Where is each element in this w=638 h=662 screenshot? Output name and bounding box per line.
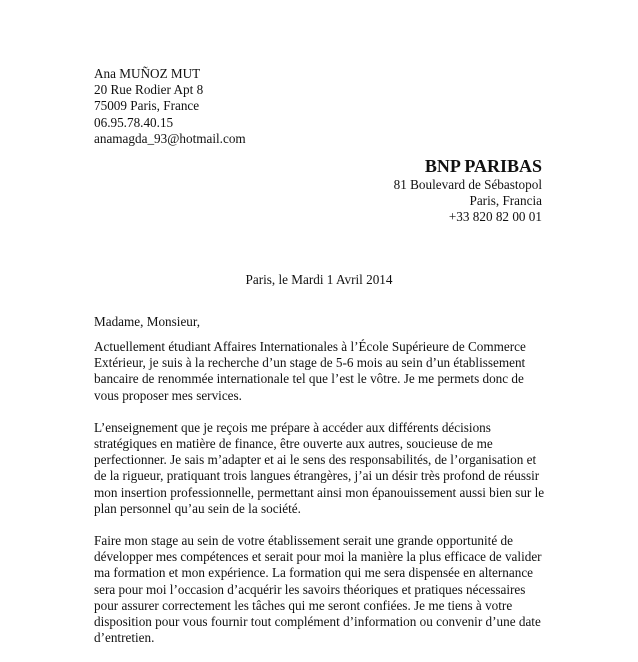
sender-phone: 06.95.78.40.15 xyxy=(94,114,174,130)
paragraph-line: pour assurer correctement les tâches qui me seront confiées. Je me tiens à votre xyxy=(94,597,513,613)
recipient-phone: +33 820 82 00 01 xyxy=(448,209,542,225)
paragraph-line: L’enseignement que je reçois me prépare à accéder aux différents décisions xyxy=(94,419,491,435)
date-line: Paris, le Mardi 1 Avril 2014 xyxy=(245,272,393,287)
letter-body xyxy=(94,339,544,662)
paragraph-line: disposition pour vous fournir tout complément d’information ou convenir d’une date xyxy=(94,614,541,630)
paragraph-line: plan personnel qu’au sein de la société. xyxy=(94,500,301,516)
paragraph-2 xyxy=(94,420,544,517)
paragraph-line: perfectionner. Je sais m’adapter et ai le sens des responsabilités, de l’organisation et xyxy=(94,452,537,468)
paragraph-line: sera pour moi l’occasion d’acquérir les savoirs théoriques et pratiques nécessaires xyxy=(94,581,526,597)
paragraph-line: Extérieur, je suis à la recherche d’un stage de 5-6 mois au sein d’un établissement xyxy=(94,355,526,371)
sender-city: 75009 Paris, France xyxy=(94,98,200,114)
sender-email: anamagda_93@hotmail.com xyxy=(94,130,246,146)
recipient-city: Paris, Francia xyxy=(469,193,542,209)
paragraph-line: vous proposer mes services. xyxy=(94,387,242,403)
paragraph-line: bancaire de renommée internationale tel que l’est le vôtre. Je me permets donc de xyxy=(94,371,524,387)
paragraph-3 xyxy=(94,533,544,646)
paragraph-1 xyxy=(94,339,544,404)
paragraph-line: développer mes compétences et serait pour moi la manière la plus efficace de valider xyxy=(94,549,542,565)
paragraph-line: d’entretien. xyxy=(94,630,155,646)
recipient-street: 81 Boulevard de Sébastopol xyxy=(393,177,542,192)
paragraph-line: ma formation et mon expérience. La formation qui me sera dispensée en alternance xyxy=(94,565,534,581)
sender-name: Ana MUÑOZ MUT xyxy=(94,66,201,81)
paragraph-line: stratégiques en matière de finance, être ouverte aux autres, soucieuse de me xyxy=(94,436,493,452)
recipient-company: BNP PARIBAS xyxy=(424,156,542,176)
paragraph-line: mon insertion professionnelle, permettant ainsi mon épanouissement aussi bien sur le xyxy=(94,484,545,500)
paragraph-line: de la rigueur, pratiquant trois langues étrangères, j’ai un désir très profond de réussir xyxy=(94,468,540,484)
paragraph-line: Faire mon stage au sein de votre établissement serait une grande opportunité de xyxy=(94,533,513,549)
sender-address-block xyxy=(94,66,246,147)
recipient-address-block xyxy=(394,155,542,226)
paragraph-line: Actuellement étudiant Affaires Internationales à l’École Supérieure de Commerce xyxy=(94,339,526,354)
salutation: Madame, Monsieur, xyxy=(94,314,201,329)
sender-street: 20 Rue Rodier Apt 8 xyxy=(94,82,204,98)
